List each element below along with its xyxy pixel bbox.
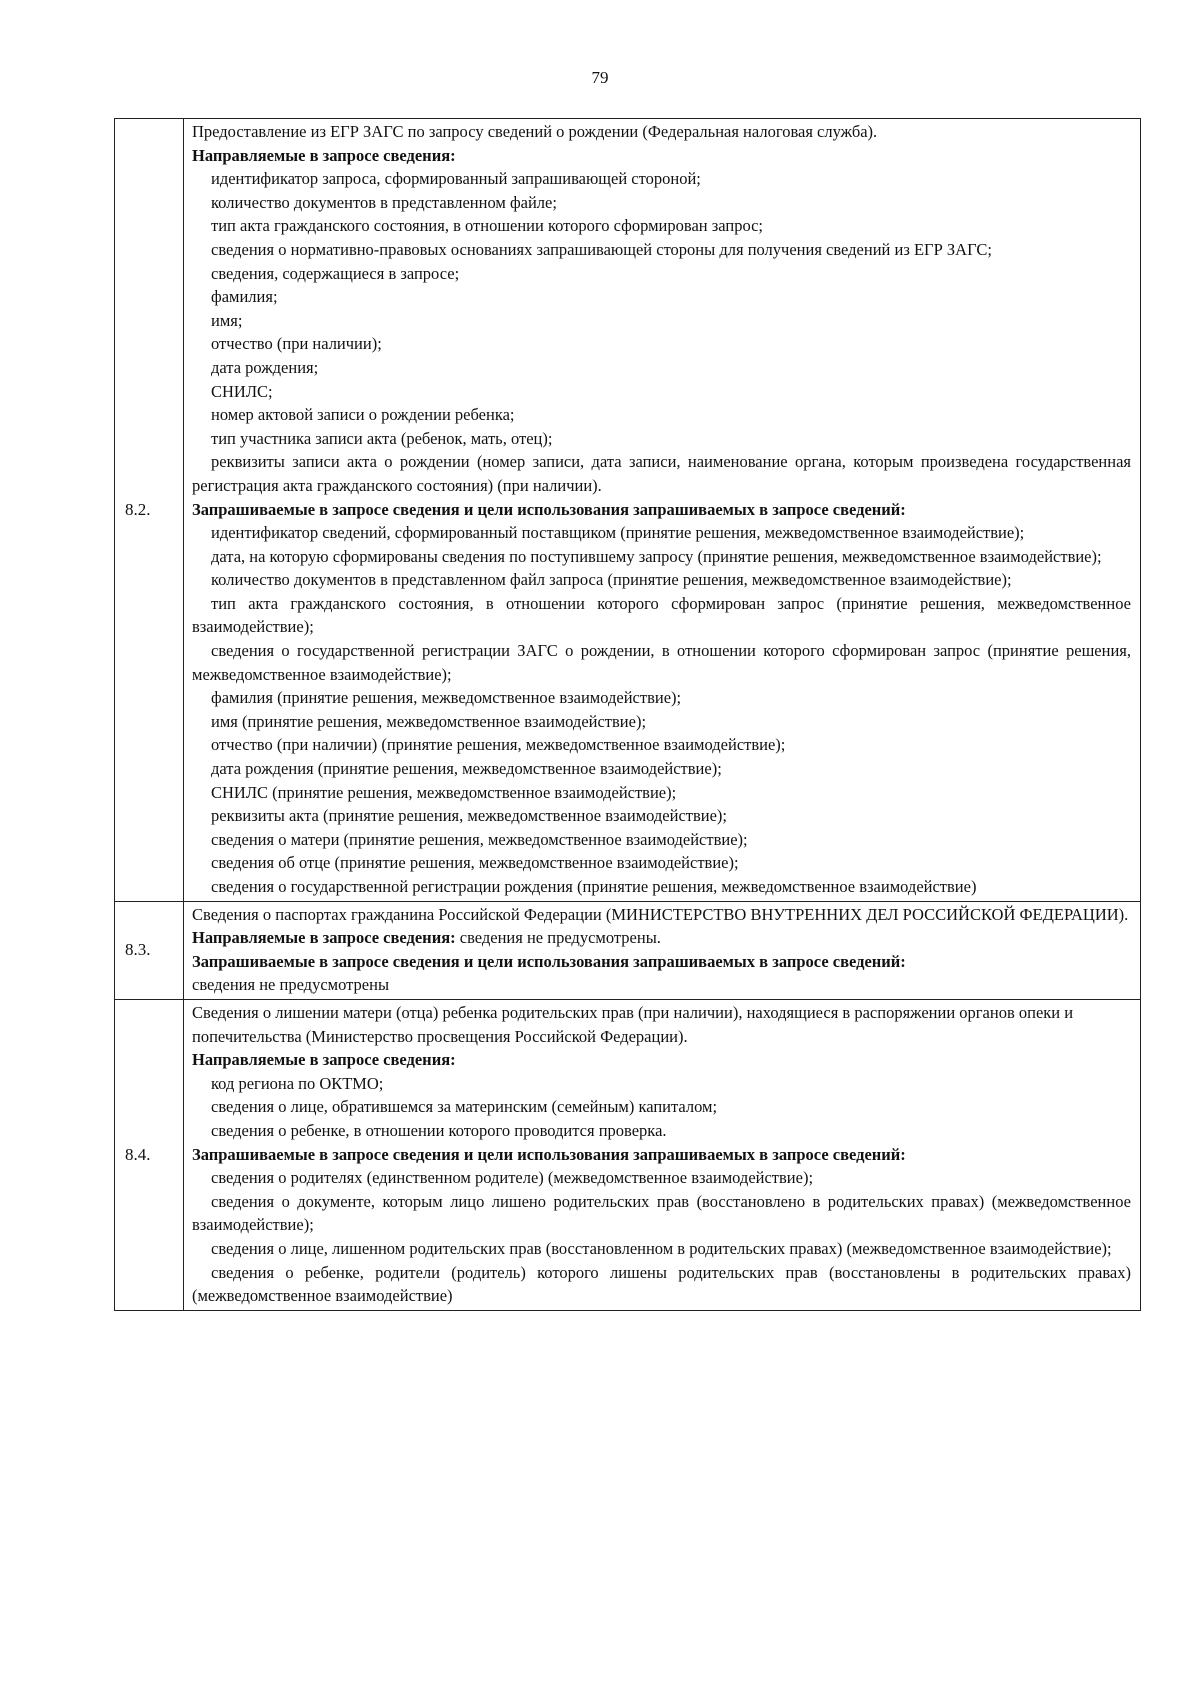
table-row [115,999,1141,1310]
list-item: сведения о документе, которым лицо лишено родительских прав (восстановлено в родительских правах) (межведомственное взаимодействие); [192,1191,1131,1235]
list-item: сведения о государственной регистрации рождения (принятие решения, межведомственное взаимодействие) [211,877,977,896]
row-content [184,119,1141,902]
section-heading-line [192,926,1131,950]
list-item: фамилия; [211,287,278,307]
list-item: дата, на которую сформированы сведения по поступившему запросу (принятие решения, межведомственное взаимодействие); [211,546,1102,566]
section-heading: Запрашиваемые в запросе сведения и цели использования запрашиваемых в запросе сведений: [192,1144,906,1164]
list-item: сведения о матери (принятие решения, межведомственное взаимодействие); [211,829,748,849]
list-item: СНИЛС; [211,381,273,401]
list-item: сведения о лице, лишенном родительских прав (восстановленном в родительских правах) (межведомственное взаимодействие); [211,1238,1112,1258]
row-number: 8.4. [115,999,184,1310]
section-heading: Направляемые в запросе сведения: [192,928,456,948]
list-item: количество документов в представленном файл запроса (принятие решения, межведомственное взаимодействие); [211,570,1012,590]
list-item: сведения о государственной регистрации ЗАГС о рождении, в отношении которого сформирован запрос (принятие решения, межведомственное взаимодействие); [192,641,1131,684]
requirements-table [114,118,1141,1311]
list-item: СНИЛС (принятие решения, межведомственное взаимодействие); [211,782,677,802]
list-item: сведения о ребенке, родители (родитель) которого лишены родительских прав (восстановлены в родительских правах) (межведомственное взаимодействие) [192,1262,1131,1306]
list-item: сведения о нормативно-правовых основаниях запрашивающей стороны для получения сведений из ЕГР ЗАГС; [211,239,992,259]
list-item: тип участника записи акта (ребенок, мать, отец); [211,428,553,448]
section-heading: Направляемые в запросе сведения: [192,1050,456,1070]
list-item: сведения о лице, обратившемся за материнским (семейным) капиталом; [211,1097,718,1117]
list-item: фамилия (принятие решения, межведомственное взаимодействие); [211,688,682,708]
row-description: Предоставление из ЕГР ЗАГС по запросу сведений о рождении (Федеральная налоговая служба). [192,122,878,141]
row-description: сведения не предусмотрены [192,975,390,995]
list-item: идентификатор запроса, сформированный запрашивающей стороной; [211,169,701,189]
row-content [184,901,1141,999]
table-row [115,901,1141,999]
row-number: 8.2. [115,119,184,902]
list-item: отчество (при наличии); [211,334,382,354]
list-item: код региона по ОКТМО; [211,1073,384,1093]
list-item: реквизиты акта (принятие решения, межведомственное взаимодействие); [211,806,728,826]
section-heading: Запрашиваемые в запросе сведения и цели использования запрашиваемых в запросе сведений: [192,499,906,519]
list-item: идентификатор сведений, сформированный поставщиком (принятие решения, межведомственное взаимодействие); [211,523,1025,543]
list-item: номер актовой записи о рождении ребенка; [211,405,515,425]
row-description: Сведения о лишении матери (отца) ребенка родительских прав (при наличии), находящиеся в распоряжении органов опеки и попечительства (Министерство просвещения Российской Федерации). [192,1002,1074,1046]
list-item: тип акта гражданского состояния, в отношении которого сформирован запрос; [211,216,764,236]
row-number: 8.3. [115,901,184,999]
row-description: Сведения о паспортах гражданина Российской Федерации (МИНИСТЕРСТВО ВНУТРЕННИХ ДЕЛ РОССИЙСКОЙ ФЕДЕРАЦИИ). [192,904,1129,924]
list-item: тип акта гражданского состояния, в отношении которого сформирован запрос (принятие решения, межведомственное взаимодействие); [192,593,1131,637]
table-row [115,119,1141,902]
list-item: имя (принятие решения, межведомственное взаимодействие); [211,711,647,731]
list-item: сведения о ребенке, в отношении которого проводится проверка. [211,1120,667,1140]
section-heading-value: сведения не предусмотрены. [455,928,661,948]
list-item: сведения, содержащиеся в запросе; [211,263,460,283]
list-item: реквизиты записи акта о рождении (номер записи, дата записи, наименование органа, которым произведена государственная регистрация акта гражданского состояния) (при наличии). [192,452,1131,495]
list-item: дата рождения (принятие решения, межведомственное взаимодействие); [211,759,722,779]
list-item: сведения о родителях (единственном родителе) (межведомственное взаимодействие); [211,1168,814,1188]
list-item: количество документов в представленном файле; [211,192,557,212]
list-item: отчество (при наличии) (принятие решения, межведомственное взаимодействие); [211,735,786,755]
page-number: 79 [591,68,609,87]
section-heading: Направляемые в запросе сведения: [192,145,456,165]
list-item: имя; [211,310,243,330]
list-item: сведения об отце (принятие решения, межведомственное взаимодействие); [211,853,739,873]
list-item: дата рождения; [211,357,319,377]
row-content [184,999,1141,1310]
section-heading: Запрашиваемые в запросе сведения и цели использования запрашиваемых в запросе сведений: [192,951,906,971]
